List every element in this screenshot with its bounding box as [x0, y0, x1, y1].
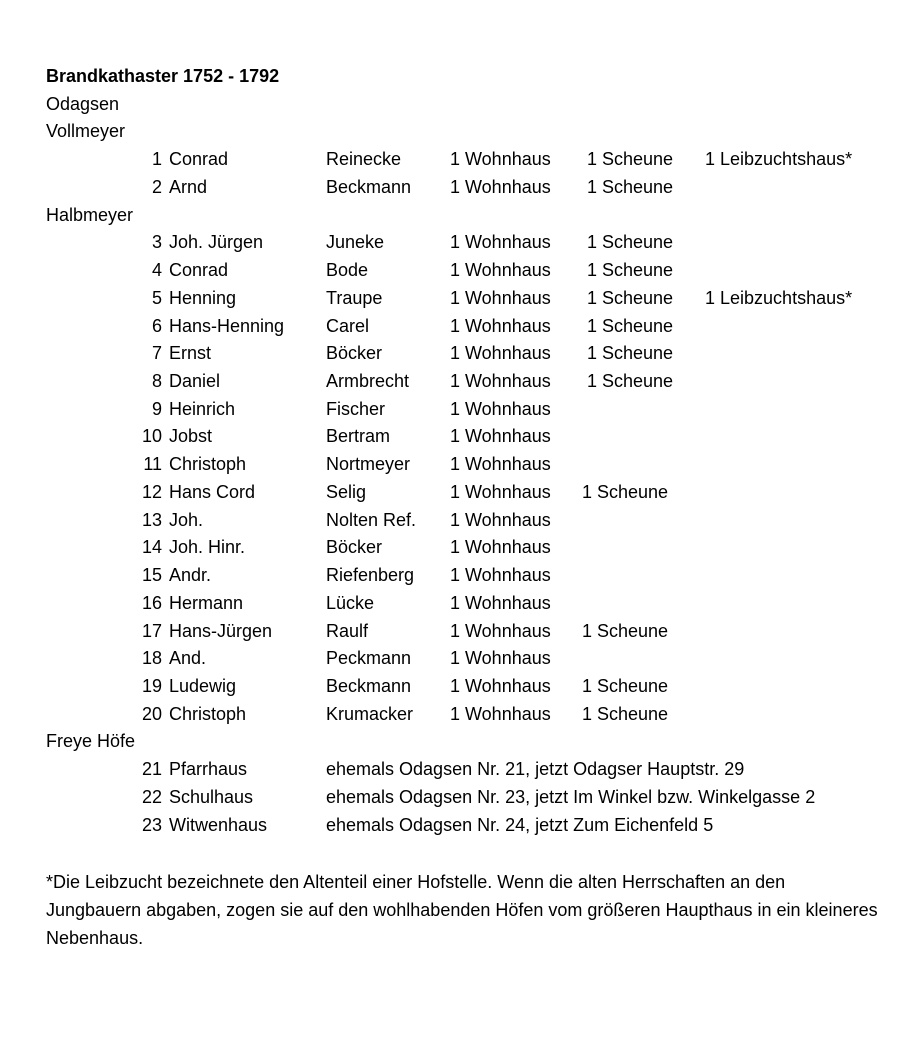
last-name: Krumacker: [326, 704, 414, 724]
scheune-cell: 1 Scheune: [582, 676, 669, 696]
first-name: Hans-Jürgen: [169, 621, 273, 641]
last-name: Bode: [326, 260, 369, 280]
table-row: [0, 395, 919, 423]
scheune-cell: 1 Scheune: [587, 288, 674, 308]
first-name: Conrad: [169, 149, 229, 169]
table-row: [0, 450, 919, 478]
row-number: 21: [141, 759, 162, 779]
first-name: Andr.: [169, 565, 212, 585]
last-name: Nortmeyer: [326, 454, 411, 474]
wohnhaus-cell: 1 Wohnhaus: [450, 426, 551, 446]
wohnhaus-cell: 1 Wohnhaus: [450, 371, 551, 391]
row-number: 8: [151, 371, 162, 391]
scheune-cell: 1 Scheune: [587, 371, 674, 391]
table-row: [0, 173, 919, 201]
table-row: [0, 228, 919, 256]
footnote-line: Jungbauern abgaben, zogen sie auf den wohlhabenden Höfen vom größeren Haupthaus in ein kleineres: [46, 900, 878, 920]
row-number: 6: [151, 316, 162, 336]
footnote: [46, 868, 919, 952]
first-name: Heinrich: [169, 399, 236, 419]
last-name: Bertram: [326, 426, 391, 446]
scheune-cell: 1 Scheune: [587, 316, 674, 336]
scheune-cell: 1 Scheune: [582, 621, 669, 641]
first-name: Arnd: [169, 177, 208, 197]
wohnhaus-cell: 1 Wohnhaus: [450, 704, 551, 724]
last-name: Selig: [326, 482, 367, 502]
section-heading-freye-hoefe: Freye Höfe: [46, 731, 136, 751]
row-number: 1: [151, 149, 162, 169]
last-name: Carel: [326, 316, 370, 336]
first-name: Joh. Jürgen: [169, 232, 264, 252]
row-number: 18: [141, 648, 162, 668]
wohnhaus-cell: 1 Wohnhaus: [450, 260, 551, 280]
first-name: Conrad: [169, 260, 229, 280]
last-name: Böcker: [326, 537, 383, 557]
last-name: Lücke: [326, 593, 375, 613]
table-row: [0, 312, 919, 340]
table-row: [0, 644, 919, 672]
house-note: ehemals Odagsen Nr. 23, jetzt Im Winkel bzw. Winkelgasse 2: [326, 787, 816, 807]
last-name: Beckmann: [326, 676, 412, 696]
wohnhaus-cell: 1 Wohnhaus: [450, 399, 551, 419]
wohnhaus-cell: 1 Wohnhaus: [450, 343, 551, 363]
first-name: Hermann: [169, 593, 244, 613]
table-row: [0, 700, 919, 728]
first-name: Ludewig: [169, 676, 237, 696]
wohnhaus-cell: 1 Wohnhaus: [450, 593, 551, 613]
row-number: 7: [151, 343, 162, 363]
wohnhaus-cell: 1 Wohnhaus: [450, 537, 551, 557]
last-name: Nolten Ref.: [326, 510, 417, 530]
first-name: Hans-Henning: [169, 316, 285, 336]
last-name: Juneke: [326, 232, 385, 252]
section-heading-vollmeyer: Vollmeyer: [46, 121, 126, 141]
row-number: 19: [141, 676, 162, 696]
wohnhaus-cell: 1 Wohnhaus: [450, 232, 551, 252]
scheune-cell: 1 Scheune: [587, 260, 674, 280]
table-row: [0, 533, 919, 561]
wohnhaus-cell: 1 Wohnhaus: [450, 621, 551, 641]
table-row: [0, 284, 919, 312]
table-row: [0, 422, 919, 450]
first-name: Ernst: [169, 343, 212, 363]
house-name: Witwenhaus: [169, 815, 268, 835]
last-name: Beckmann: [326, 177, 412, 197]
last-name: Reinecke: [326, 149, 402, 169]
first-name: Christoph: [169, 704, 247, 724]
wohnhaus-cell: 1 Wohnhaus: [450, 454, 551, 474]
table-row: [0, 506, 919, 534]
wohnhaus-cell: 1 Wohnhaus: [450, 676, 551, 696]
table-row: [0, 339, 919, 367]
first-name: Joh.: [169, 510, 204, 530]
house-note: ehemals Odagsen Nr. 21, jetzt Odagser Hauptstr. 29: [326, 759, 745, 779]
leibzuchtshaus-cell: 1 Leibzuchtshaus*: [705, 288, 853, 308]
row-number: 10: [141, 426, 162, 446]
document-title: Brandkathaster 1752 - 1792: [46, 66, 280, 86]
scheune-cell: 1 Scheune: [587, 232, 674, 252]
row-number: 12: [141, 482, 162, 502]
row-number: 17: [141, 621, 162, 641]
last-name: Armbrecht: [326, 371, 410, 391]
wohnhaus-cell: 1 Wohnhaus: [450, 565, 551, 585]
scheune-cell: 1 Scheune: [587, 343, 674, 363]
section-heading-halbmeyer: Halbmeyer: [46, 205, 134, 225]
last-name: Riefenberg: [326, 565, 415, 585]
scheune-cell: 1 Scheune: [582, 704, 669, 724]
table-row: [0, 811, 919, 839]
wohnhaus-cell: 1 Wohnhaus: [450, 482, 551, 502]
wohnhaus-cell: 1 Wohnhaus: [450, 648, 551, 668]
first-name: Jobst: [169, 426, 213, 446]
wohnhaus-cell: 1 Wohnhaus: [450, 149, 551, 169]
wohnhaus-cell: 1 Wohnhaus: [450, 510, 551, 530]
table-row: [0, 589, 919, 617]
footnote-line: Nebenhaus.: [46, 928, 144, 948]
wohnhaus-cell: 1 Wohnhaus: [450, 316, 551, 336]
table-row: [0, 478, 919, 506]
table-row: [0, 256, 919, 284]
footnote-line: *Die Leibzucht bezeichnete den Altenteil einer Hofstelle. Wenn die alten Herrschaften an den: [46, 872, 786, 892]
wohnhaus-cell: 1 Wohnhaus: [450, 177, 551, 197]
last-name: Peckmann: [326, 648, 412, 668]
scheune-cell: 1 Scheune: [582, 482, 669, 502]
first-name: Daniel: [169, 371, 221, 391]
table-row: [0, 783, 919, 811]
wohnhaus-cell: 1 Wohnhaus: [450, 288, 551, 308]
row-number: 4: [151, 260, 162, 280]
row-number: 3: [151, 232, 162, 252]
last-name: Traupe: [326, 288, 383, 308]
row-number: 16: [141, 593, 162, 613]
scheune-cell: 1 Scheune: [587, 177, 674, 197]
house-name: Pfarrhaus: [169, 759, 248, 779]
house-note: ehemals Odagsen Nr. 24, jetzt Zum Eichenfeld 5: [326, 815, 714, 835]
village-name: Odagsen: [46, 94, 120, 114]
table-row: [0, 145, 919, 173]
house-name: Schulhaus: [169, 787, 254, 807]
row-number: 5: [151, 288, 162, 308]
first-name: Joh. Hinr.: [169, 537, 246, 557]
last-name: Böcker: [326, 343, 383, 363]
table-row: [0, 367, 919, 395]
row-number: 15: [141, 565, 162, 585]
table-row: [0, 561, 919, 589]
row-number: 9: [151, 399, 162, 419]
row-number: 13: [141, 510, 162, 530]
row-number: 11: [143, 454, 162, 474]
first-name: Hans Cord: [169, 482, 256, 502]
last-name: Fischer: [326, 399, 386, 419]
row-number: 20: [141, 704, 162, 724]
scheune-cell: 1 Scheune: [587, 149, 674, 169]
table-row: [0, 617, 919, 645]
row-number: 22: [141, 787, 162, 807]
leibzuchtshaus-cell: 1 Leibzuchtshaus*: [705, 149, 853, 169]
first-name: Henning: [169, 288, 237, 308]
table-row: [0, 672, 919, 700]
last-name: Raulf: [326, 621, 369, 641]
row-number: 23: [141, 815, 162, 835]
first-name: And.: [169, 648, 207, 668]
row-number: 14: [141, 537, 162, 557]
table-row: [0, 755, 919, 783]
row-number: 2: [151, 177, 162, 197]
first-name: Christoph: [169, 454, 247, 474]
